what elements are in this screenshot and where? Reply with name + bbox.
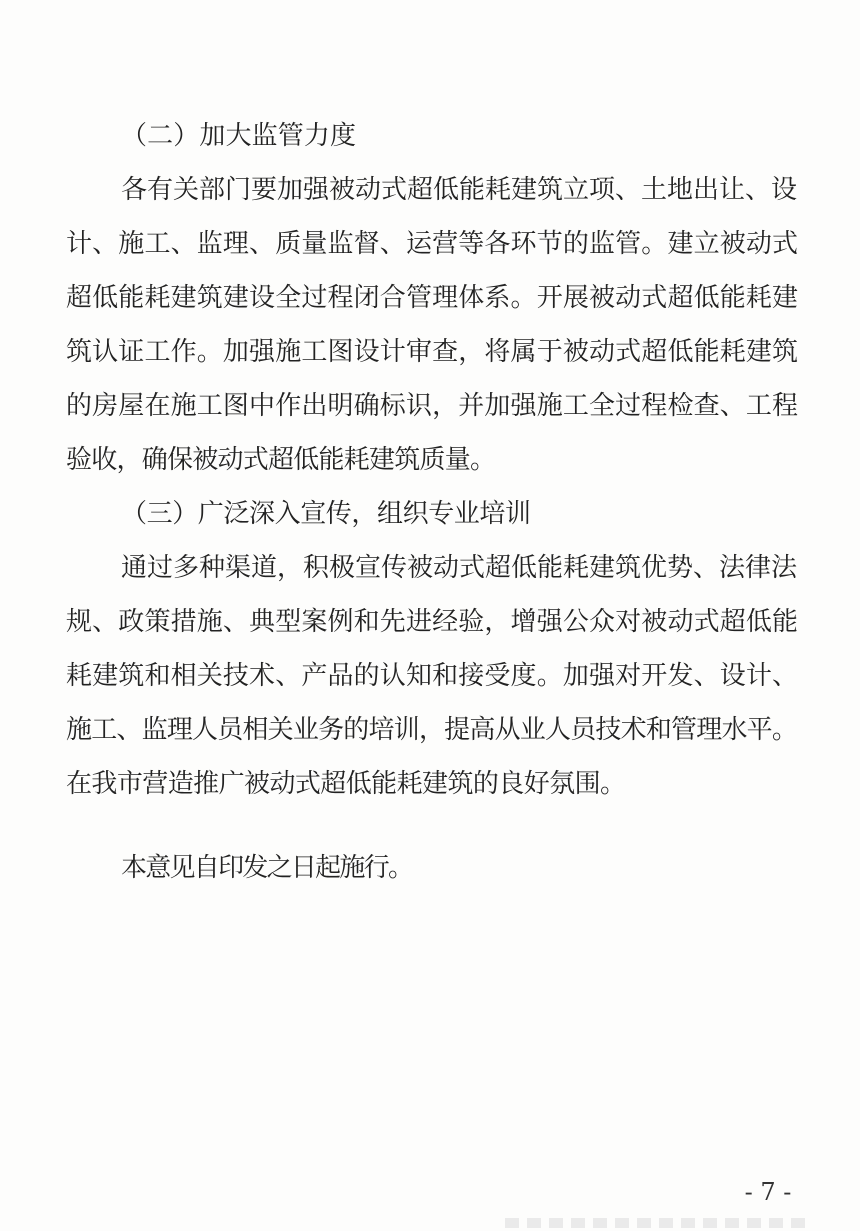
paragraph-line [0, 386, 860, 426]
paragraph-line-text: 通过多种渠道，积极宣传被动式超低能耗建筑优势、法律法 [121, 553, 798, 583]
paragraph-line-text: 超低能耗建筑建设全过程闭合管理体系。开展被动式超低能耗建 [66, 283, 799, 313]
paragraph-line-text: 验收，确保被动式超低能耗建筑质量。 [66, 445, 496, 475]
paragraph-line [0, 332, 860, 372]
page-number: - 7 - [744, 1178, 792, 1206]
paragraph-line [0, 602, 860, 642]
section-heading-3-text: （三）广泛深入宣传，组织专业培训 [121, 499, 531, 529]
paragraph-line [0, 440, 860, 480]
paragraph-line [0, 548, 860, 588]
paragraph-line-text: 施工、监理人员相关业务的培训，提高从业人员技术和管理水平。 [66, 715, 798, 745]
closing-statement-text: 本意见自印发之日起施行。 [121, 853, 413, 883]
paragraph-line [0, 764, 860, 804]
paragraph-line-text: 各有关部门要加强被动式超低能耗建筑立项、土地出让、设 [121, 175, 798, 205]
closing-statement [0, 848, 860, 888]
paragraph-line-text: 在我市营造推广被动式超低能耗建筑的良好氛围。 [66, 769, 626, 799]
paragraph-line [0, 224, 860, 264]
paragraph-line [0, 710, 860, 750]
paragraph-line-text: 筑认证工作。加强施工图设计审查，将属于被动式超低能耗建筑 [66, 337, 799, 367]
scan-artifact [505, 1218, 805, 1228]
paragraph-line [0, 278, 860, 318]
paragraph-line-text: 耗建筑和相关技术、产品的认知和接受度。加强对开发、设计、 [66, 661, 799, 691]
paragraph-line-text: 的房屋在施工图中作出明确标识，并加强施工全过程检查、工程 [66, 391, 799, 421]
section-heading-2 [0, 116, 860, 156]
paragraph-line-text: 规、政策措施、典型案例和先进经验，增强公众对被动式超低能 [66, 607, 799, 637]
section-heading-3 [0, 494, 860, 534]
paragraph-line [0, 170, 860, 210]
section-heading-2-text: （二）加大监管力度 [121, 121, 357, 151]
paragraph-line [0, 656, 860, 696]
paragraph-line-text: 计、施工、监理、质量监督、运营等各环节的监管。建立被动式 [66, 229, 799, 259]
